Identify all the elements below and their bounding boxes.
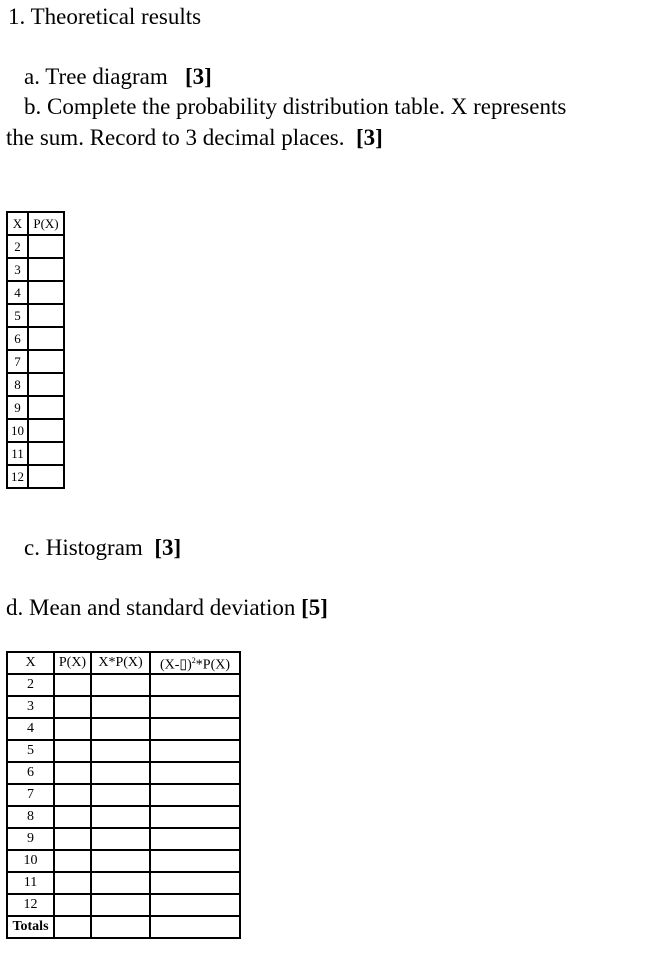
x-times-px-input-cell[interactable] <box>91 806 150 828</box>
x-times-px-input-cell[interactable] <box>91 740 150 762</box>
x-times-px-input-cell[interactable] <box>91 872 150 894</box>
px-input-cell[interactable] <box>54 894 91 916</box>
column-header-x: X <box>7 212 28 235</box>
x-value-cell: 6 <box>7 762 54 784</box>
px-input-cell[interactable] <box>54 828 91 850</box>
table-row <box>7 828 240 850</box>
x-times-px-input-cell[interactable] <box>91 828 150 850</box>
px-input-cell[interactable] <box>28 235 64 258</box>
item-c <box>24 534 181 562</box>
px-input-cell[interactable] <box>54 674 91 696</box>
x-value-cell: 12 <box>7 465 28 488</box>
item-b-text: the sum. Record to 3 decimal places. <box>6 125 345 150</box>
totals-label: Totals <box>7 916 54 938</box>
table-row <box>7 419 64 442</box>
item-d-marks: [5] <box>301 595 328 620</box>
x-value-cell: 6 <box>7 327 28 350</box>
x-value-cell: 7 <box>7 784 54 806</box>
px-input-cell[interactable] <box>28 442 64 465</box>
x-times-px-input-cell[interactable] <box>91 762 150 784</box>
x-value-cell: 5 <box>7 740 54 762</box>
table-row <box>7 718 240 740</box>
column-header-x-times-px: X*P(X) <box>91 652 150 674</box>
variance-term-input-cell[interactable] <box>150 828 240 850</box>
variance-term-input-cell[interactable] <box>150 784 240 806</box>
item-b-line2 <box>6 124 383 152</box>
table-row <box>7 674 240 696</box>
variance-term-exponent: 2 <box>191 655 196 665</box>
table-row <box>7 465 64 488</box>
px-input-cell[interactable] <box>28 465 64 488</box>
px-input-cell[interactable] <box>28 258 64 281</box>
px-input-cell[interactable] <box>54 740 91 762</box>
table-row <box>7 258 64 281</box>
x-value-cell: 4 <box>7 718 54 740</box>
table-row <box>7 850 240 872</box>
x-value-cell: 3 <box>7 696 54 718</box>
px-input-cell[interactable] <box>54 806 91 828</box>
totals-variance-term-input-cell[interactable] <box>150 916 240 938</box>
px-input-cell[interactable] <box>28 304 64 327</box>
x-value-cell: 8 <box>7 806 54 828</box>
item-d <box>6 594 328 622</box>
x-value-cell: 7 <box>7 350 28 373</box>
variance-term-input-cell[interactable] <box>150 850 240 872</box>
x-value-cell: 3 <box>7 258 28 281</box>
table-row <box>7 373 64 396</box>
x-times-px-input-cell[interactable] <box>91 784 150 806</box>
table-header-row <box>7 212 64 235</box>
px-input-cell[interactable] <box>54 784 91 806</box>
variance-term-input-cell[interactable] <box>150 740 240 762</box>
column-header-variance-term <box>150 652 240 674</box>
px-input-cell[interactable] <box>28 327 64 350</box>
table-row <box>7 762 240 784</box>
table-row <box>7 894 240 916</box>
px-input-cell[interactable] <box>28 419 64 442</box>
variance-term-input-cell[interactable] <box>150 806 240 828</box>
table-row <box>7 806 240 828</box>
table-row <box>7 327 64 350</box>
item-c-text: c. Histogram <box>24 535 143 560</box>
table-row <box>7 350 64 373</box>
column-header-px: P(X) <box>28 212 64 235</box>
px-input-cell[interactable] <box>28 281 64 304</box>
column-header-px: P(X) <box>54 652 91 674</box>
table-row <box>7 442 64 465</box>
variance-term-input-cell[interactable] <box>150 718 240 740</box>
x-value-cell: 11 <box>7 872 54 894</box>
x-value-cell: 8 <box>7 373 28 396</box>
px-input-cell[interactable] <box>54 718 91 740</box>
x-value-cell: 12 <box>7 894 54 916</box>
x-value-cell: 2 <box>7 674 54 696</box>
variance-term-input-cell[interactable] <box>150 674 240 696</box>
x-times-px-input-cell[interactable] <box>91 718 150 740</box>
table-row <box>7 696 240 718</box>
table-row <box>7 784 240 806</box>
variance-term-input-cell[interactable] <box>150 894 240 916</box>
px-input-cell[interactable] <box>28 350 64 373</box>
px-input-cell[interactable] <box>54 762 91 784</box>
mean-std-deviation-table <box>6 651 241 939</box>
x-times-px-input-cell[interactable] <box>91 850 150 872</box>
section-title: 1. Theoretical results <box>8 4 202 29</box>
totals-row <box>7 916 240 938</box>
item-a-text: a. Tree diagram <box>24 64 168 89</box>
x-times-px-input-cell[interactable] <box>91 674 150 696</box>
table-row <box>7 235 64 258</box>
x-value-cell: 2 <box>7 235 28 258</box>
x-times-px-input-cell[interactable] <box>91 696 150 718</box>
item-d-text: d. Mean and standard deviation <box>6 595 296 620</box>
x-value-cell: 10 <box>7 850 54 872</box>
item-b-line1: b. Complete the probability distribution table. X represents <box>24 94 567 119</box>
px-input-cell[interactable] <box>54 696 91 718</box>
variance-term-px: *P(X) <box>195 657 231 673</box>
x-value-cell: 9 <box>7 396 28 419</box>
variance-term-base: (X-▯) <box>159 657 192 673</box>
totals-x-times-px-input-cell[interactable] <box>91 916 150 938</box>
x-value-cell: 11 <box>7 442 28 465</box>
px-input-cell[interactable] <box>28 396 64 419</box>
table-row <box>7 740 240 762</box>
table-row <box>7 396 64 419</box>
item-c-marks: [3] <box>154 535 182 560</box>
probability-distribution-table <box>6 211 65 489</box>
item-a-marks: [3] <box>184 64 212 89</box>
x-value-cell: 4 <box>7 281 28 304</box>
item-b-marks: [3] <box>356 125 383 150</box>
x-value-cell: 5 <box>7 304 28 327</box>
column-header-x: X <box>7 652 54 674</box>
variance-term-input-cell[interactable] <box>150 872 240 894</box>
item-a <box>24 63 212 91</box>
variance-term-input-cell[interactable] <box>150 696 240 718</box>
table-row <box>7 872 240 894</box>
table-header-row <box>7 652 240 674</box>
px-input-cell[interactable] <box>54 850 91 872</box>
table-row <box>7 304 64 327</box>
table-row <box>7 281 64 304</box>
x-value-cell: 9 <box>7 828 54 850</box>
x-times-px-input-cell[interactable] <box>91 894 150 916</box>
variance-term-input-cell[interactable] <box>150 762 240 784</box>
totals-px-input-cell[interactable] <box>54 916 91 938</box>
px-input-cell[interactable] <box>28 373 64 396</box>
px-input-cell[interactable] <box>54 872 91 894</box>
x-value-cell: 10 <box>7 419 28 442</box>
